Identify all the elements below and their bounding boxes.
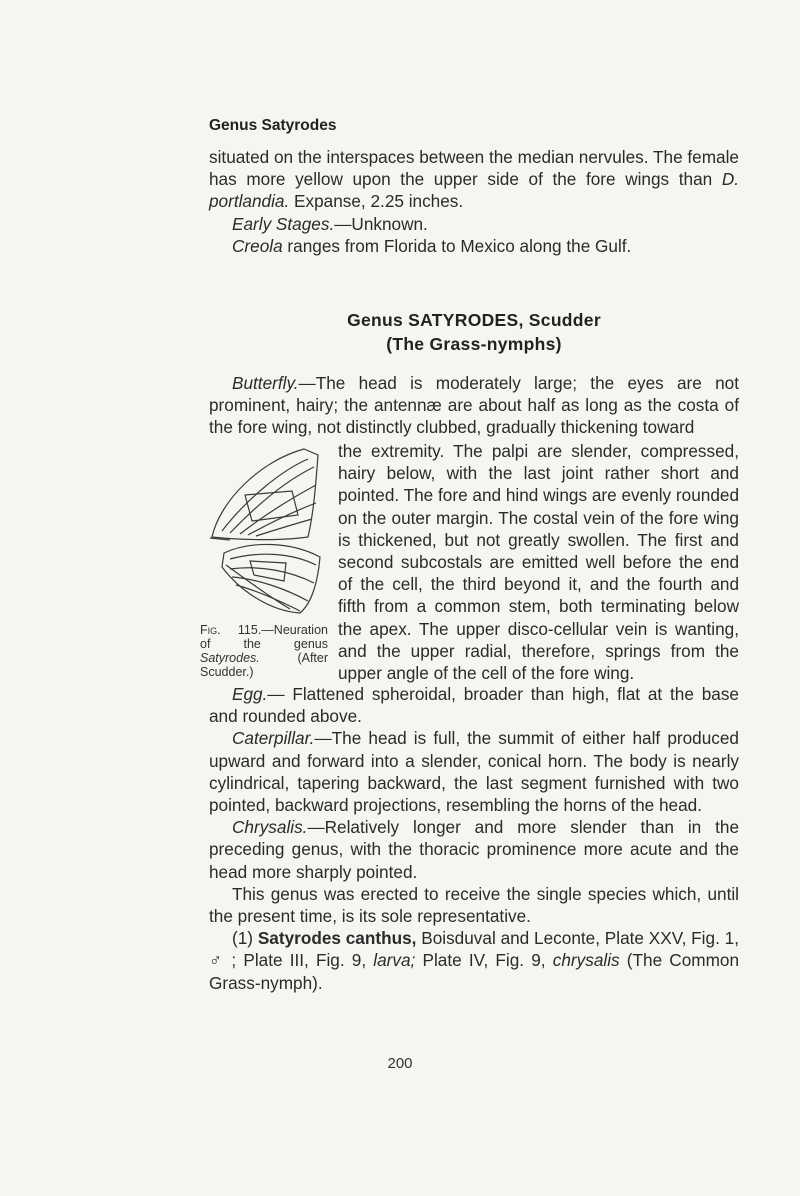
paragraph: Chrysalis.—Relatively longer and more slender than in the preceding genus, with the thoracic prominence more acute and the head more sharply pointed.: [209, 817, 739, 882]
previous-section-text: [209, 146, 739, 257]
butterfly-description-wrapped: [338, 440, 739, 684]
egg-label: Egg.: [232, 684, 268, 704]
paragraph: the extremity. The palpi are slender, compressed, hairy below, with the last joint rather short and pointed. The fore and hind wings are evenly rounded on the outer margin. The costal vein of the fore wing is thickened, but not greatly swollen. The first and second subcostals are emitted well before the end of the cell, the third beyond it, and the fourth and fifth from a common stem, both terminating below the apex. The upper disco-cellular vein is wanting, and the upper radial, therefore, springs from the upper angle of the cell of the fore wing.: [338, 441, 740, 684]
caterpillar-label: Caterpillar.: [232, 728, 315, 749]
species-name: Satyrodes canthus,: [257, 928, 417, 949]
running-head: Genus Satyrodes: [209, 117, 337, 134]
page-number: 200: [387, 1055, 413, 1072]
early-stages-label: Early Stages.: [232, 213, 335, 234]
butterfly-label: Butterfly.: [232, 373, 299, 393]
species-entry: (1) Satyrodes canthus, Boisduval and Leconte, Plate XXV, Fig. 1, ♂ ; Plate III, Fig. 9, larva; Plate IV, Fig. 9, chrysalis (The Common Grass-nymph).: [209, 928, 740, 993]
life-stages-text: [209, 683, 739, 994]
creola-label: Creola: [232, 235, 283, 256]
paragraph: situated on the interspaces between the median nervules. The female has more yellow upon the upper side of the fore wings than D. portlandia. Expanse, 2.25 inches.: [209, 147, 740, 212]
genus-subtitle: (The Grass-nymphs): [386, 334, 562, 354]
butterfly-intro: [209, 372, 739, 439]
paragraph: Caterpillar.—The head is full, the summit of either half produced upward and forward into a slender, conical horn. The body is nearly cylindrical, tapering backward, the last segment furnished with two pointed, backward projections, resembling the horns of the head.: [209, 728, 739, 816]
paragraph: Creola ranges from Florida to Mexico along the Gulf.: [232, 235, 632, 256]
figure-caption: Fig. 115.—Neuration of the genus Satyrodes. (After Scudder.): [200, 623, 328, 679]
wing-neuration-illustration: [200, 441, 326, 617]
genus-title: Genus SATYRODES, Scudder: [347, 310, 601, 330]
paragraph: Butterfly.—The head is moderately large; the eyes are not prominent, hairy; the antennæ are about half as long as the costa of the fore wing, not distinctly clubbed, gradually thickening toward: [209, 373, 739, 438]
neuration-figure: [200, 441, 326, 679]
species-reference: D. portlandia.: [209, 169, 740, 212]
paragraph: This genus was erected to receive the single species which, until the present time, is its sole representative.: [209, 883, 739, 927]
paragraph: Early Stages.—Unknown.: [232, 213, 428, 234]
paragraph: Egg.— Flattened spheroidal, broader than high, flat at the base and rounded above.: [209, 684, 739, 727]
genus-heading: [209, 308, 739, 356]
chrysalis-label: Chrysalis.: [232, 817, 308, 838]
